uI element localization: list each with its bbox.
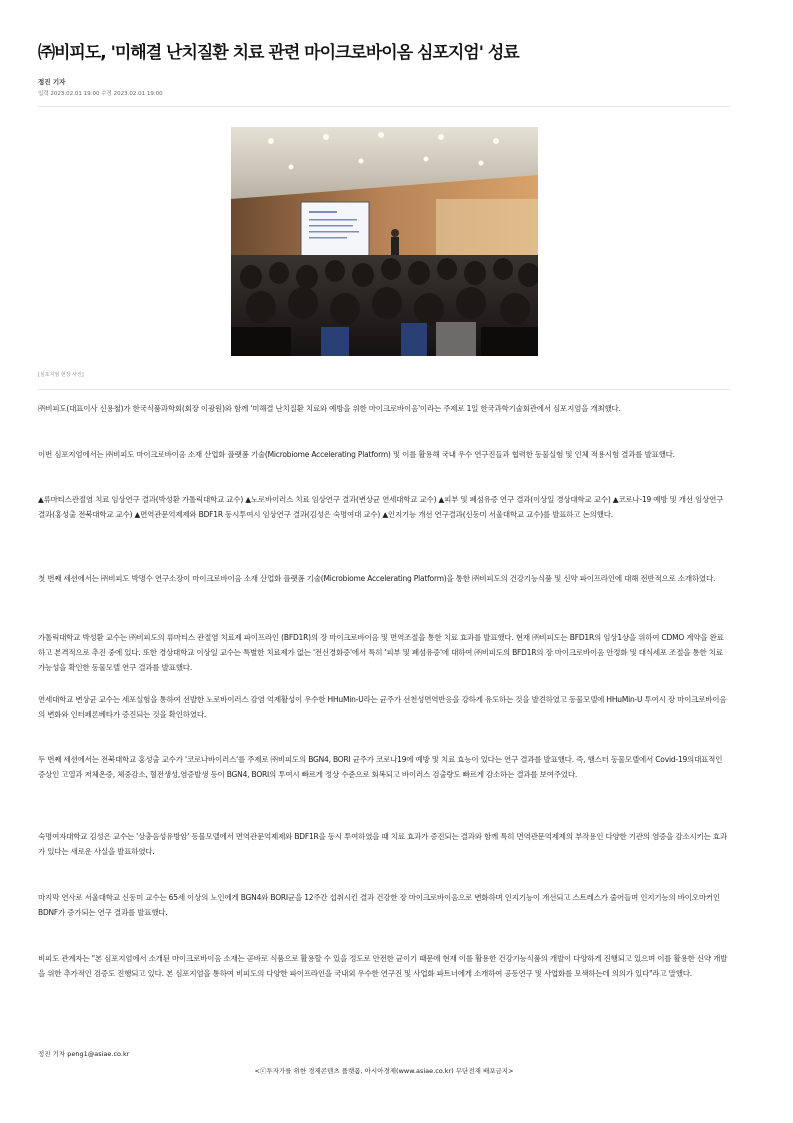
caption-divider <box>38 389 730 390</box>
symposium-photo <box>231 127 538 356</box>
header-divider <box>38 106 730 107</box>
copyright-notice: <ⓒ투자가를 위한 경제콘텐츠 플랫폼, 아시아경제(www.asiae.co.kr) 무단전재 배포금지> <box>254 1067 514 1075</box>
article-dates: 입력 2023.02.01 19:00 수정 2023.02.01 19:00 <box>38 91 163 97</box>
reporter-email[interactable]: 정진 기자 peng1@asiae.co.kr <box>38 1050 130 1058</box>
paragraph-4: 첫 번째 세션에서는 ㈜비피도 박명수 연구소장이 마이크로바이옴 소재 산업화 플랫폼 기술(Microbiome Accelerating Platform)을 통한 ㈜비피도의 건강기능식품 및 신약 파이프라인에 대해 전반적으로 소개하였다. <box>38 574 716 583</box>
paragraph-6: 연세대학교 변상균 교수는 세포실험을 통하여 선발한 노로바이러스 감염 억제활성이 우수한 HHuMin-U라는 균주가 선천성면역반응을 강하게 유도하는 것을 발견하였고 동물모델에 HHuMin-U 투여시 장 마이크로바이옴의 변화와 인터페론베타가 증진되는 것을 확인하였다. <box>38 695 727 719</box>
paragraph-3: ▲류마티스관절염 치료 임상연구 결과(박성환 가톨릭대학교 교수) ▲노로바이러스 치료 임상연구 결과(변상균 연세대학교 교수) ▲피부 및 폐섬유증 연구 결과(이상일 경상대학교 교수) ▲코로나-19 예방 및 개선 임상연구 결과(홍성출 전북대학교 교수) ▲면역관문억제제와 BDF1R 동시투여시 임상연구 결과(김성은 숙명여대 교수) ▲인지기능 개선 연구결과(신동미 서울대학교 교수)를 발표하고 논의했다. <box>38 495 724 519</box>
paragraph-9: 마지막 연사로 서울대학교 신동미 교수는 65세 이상의 노인에게 BGN4와 BORI균을 12주간 섭취시킨 결과 건강한 장 마이크로바이옴으로 변화하며 인지기능이 개선되고 스트레스가 줄어들며 인지기능의 바이오마커인 BDNF가 증가되는 연구 결과를 발표했다. <box>38 893 720 917</box>
paragraph-10: 비피도 관계자는 "본 심포지엄에서 소개된 마이크로바이옴 소재는 곧바로 식품으로 활용할 수 있을 정도로 안전한 균이기 때문에 현재 이를 활용한 건강기능식품의 개발이 다양하게 진행되고 있으며 이를 활용한 신약 개발을 위한 추가적인 검증도 진행되고 있다. 본 심포지엄을 통하여 비피도의 다양한 파이프라인을 국내외 우수한 연구진 및 사업화 파트너에게 소개하여 공동연구 및 사업화를 모색하는데 의의가 있다"라고 말했다. <box>38 954 728 978</box>
photo-caption: [심포지엄 현장 사진] <box>38 372 84 378</box>
paragraph-5: 가톨릭대학교 박성환 교수는 ㈜비피도의 류마티스 관절염 치료제 파이프라인 (BFD1R)의 장 마이크로바이옴 및 면역조절을 통한 치료 효과를 발표했다. 현재 ㈜비피도는 BFD1R의 임상1상을 위하여 CDMO 계약을 완료하고 본격적으로 추진 중에 있다. 또한 경상대학교 이상일 교수는 특별한 치료제가 없는 '전신경화증'에서 특히 '피부 및 폐섬유증'에 대하여 ㈜비피도의 BFD1R의 장 마이크로바이옴 안정화 및 대식세포 조절을 통한 치료 가능성을 확인한 동물모델 연구 결과를 발표했다. <box>38 633 724 672</box>
symposium-photo-illustration <box>231 127 538 356</box>
paragraph-2: 이번 심포지엄에서는 ㈜비피도 마이크로바이옴 소재 산업화 플랫폼 기술(Microbiome Accelerating Platform) 및 이를 활용해 국내 우수 연구진들과 협력한 동물실험 및 인체 적용시험 결과를 발표했다. <box>38 450 675 459</box>
article-byline[interactable]: 정진 기자 <box>38 78 66 86</box>
paragraph-8: 숙명여자대학교 김성은 교수는 '상충음성유방암' 동물모델에서 면역관문억제제와 BDF1R을 동시 투여하였을 때 치료 효과가 증진되는 결과와 함께 특히 면역관문억제제의 부작용인 다양한 기관의 염증을 감소시키는 효과가 있다는 새로운 사실을 발표하였다. <box>38 832 727 856</box>
article-title: ㈜비피도, '미해결 난치질환 치료 관련 마이크로바이옴 심포지엄' 성료 <box>38 43 519 63</box>
paragraph-7: 두 번째 세션에서는 전북대학교 홍성출 교수가 '코로나바이러스'를 주제로 ㈜비피도의 BGN4, BORI 균주가 코로나19에 예방 및 치료 효능이 있다는 연구 결과를 발표했다. 즉, 햄스터 동물모델에서 Covid-19의대표적인 증상인 고열과 저체온증, 체중감소, 혈전생성,염증발생 등이 BGN4, BORI의 투여시 빠르게 정상 수준으로 회복되고 바이러스 검출량도 빠르게 감소하는 결과를 보여주었다. <box>38 755 723 779</box>
paragraph-1: ㈜비피도(대표이사 신용철)가 한국식품과학회(회장 이광원)와 함께 '미해결 난치질환 치료와 예방을 위한 마이크로바이옴'이라는 주제로 1일 한국과학기술회관에서 심포지엄을 개최했다. <box>38 404 621 413</box>
